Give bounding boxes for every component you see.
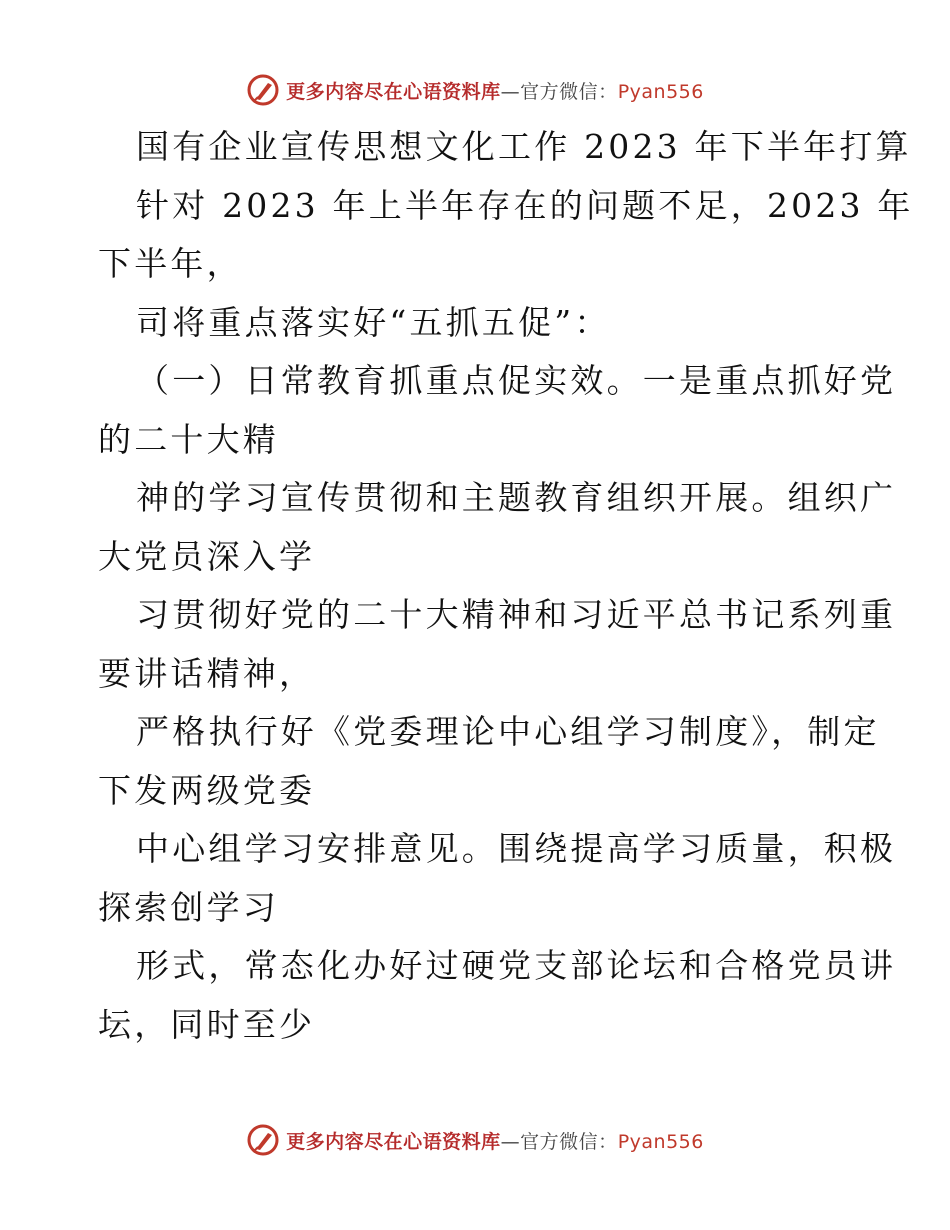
text-line: 司将重点落实好“五抓五促”： [136,302,611,342]
text-line: 要讲话精神， [98,653,316,693]
text-line: 针对 2023 年上半年存在的问题不足，2023 年 [136,185,914,225]
watermark-label: 官方微信： [520,80,618,103]
document-body [98,118,914,1054]
quill-pen-circle-icon [246,1123,280,1157]
footer-watermark [0,1120,950,1160]
text-line: 形式，常态化办好过硬党支部论坛和合格党员讲 [136,946,897,985]
quill-pen-circle-icon [246,73,280,107]
text-line: 探索创学习 [98,887,279,927]
text-line: 下发两级党委 [98,770,316,810]
text-line: 坛，同时至少 [98,1004,316,1044]
text-line: 下半年， [98,244,243,283]
text-line: 中心组学习安排意见。围绕提高学习质量，积极 [136,829,897,868]
watermark-label: 官方微信： [520,1130,618,1153]
text-line: （一）日常教育抓重点促实效。一是重点抓好党 [136,361,897,400]
text-line: 习贯彻好党的二十大精神和习近平总书记系列重 [136,595,897,634]
text-line: 大党员深入学 [98,536,316,576]
watermark-wechat-id: Pyan556 [617,80,704,103]
text-line: 严格执行好《党委理论中心组学习制度》，制定 [136,712,880,751]
document-title: 国有企业宣传思想文化工作 2023 年下半年打算 [136,127,912,166]
watermark-wechat-id: Pyan556 [617,1130,704,1153]
header-watermark [0,70,950,110]
watermark-main-text: 更多内容尽在心语资料库 [286,80,501,103]
watermark-separator: — [500,1130,521,1153]
text-line: 神的学习宣传贯彻和主题教育组织开展。组织广 [136,478,897,517]
text-line: 的二十大精 [98,419,279,459]
watermark-separator: — [500,80,521,103]
watermark-main-text: 更多内容尽在心语资料库 [286,1130,501,1153]
